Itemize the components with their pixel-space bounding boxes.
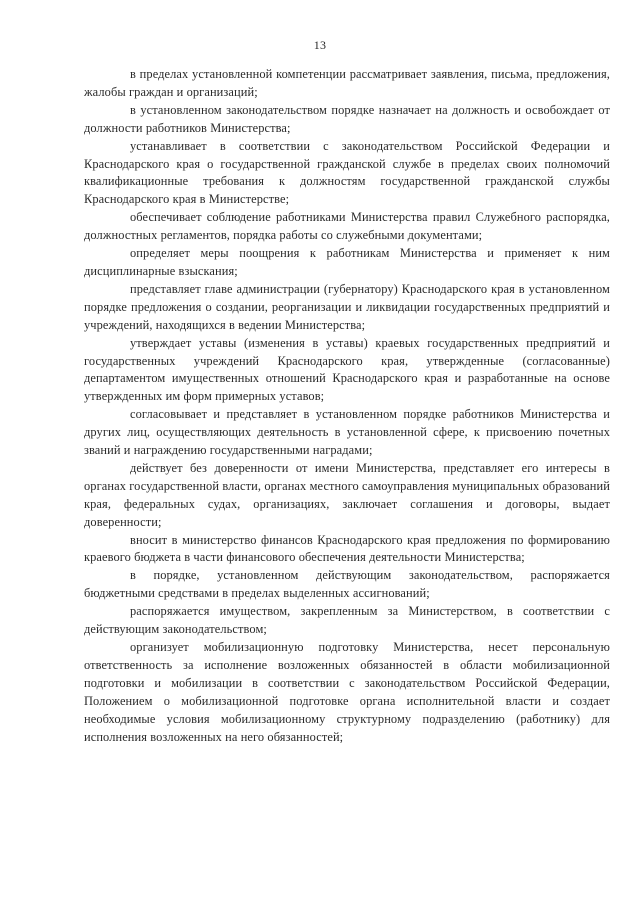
paragraph-enterprise-proposals: представляет главе администрации (губернатору) Краснодарского края в установленном порядке предложения о создании, реорганизации и ликвидации государственных предприятий и учреждений, находящихся в ведении Министерства; (84, 281, 610, 332)
paragraph-service-rules: обеспечивает соблюдение работниками Министерства правил Служебного распорядка, должностных регламентов, порядка работы со служебными документами; (84, 210, 610, 243)
paragraph-property: распоряжается имуществом, закрепленным за Министерством, в соответствии с действующим законодательством; (84, 604, 610, 637)
paragraph-appoint-employees: в установленном законодательством порядке назначает на должность и освобождает от должности работников Министерства; (84, 102, 610, 135)
paragraph-mobilization: организует мобилизационную подготовку Министерства, несет персональную ответственность за исполнение возложенных обязанностей в области мобилизационной подготовки и мобилизации в соответствии с законодательством Российской Федерации, Положением о мобилизационной подготовке органа исполнительной власти и создает необходимые условия мобилизационному структурному подразделению (работнику) для исполнения возложенных на него обязанностей; (84, 640, 610, 744)
paragraph-budget-proposals: вносит в министерство финансов Краснодарского края предложения по формированию краевого бюджета в части финансового обеспечения деятельности Министерства; (84, 532, 610, 565)
paragraph-state-awards: согласовывает и представляет в установленном порядке работников Министерства и других лиц, осуществляющих деятельность в установленной сфере, к присвоению почетных званий и награждению государственными наградами; (84, 407, 610, 458)
paragraph-incentives-penalties: определяет меры поощрения к работникам Министерства и применяет к ним дисциплинарные взыскания; (84, 246, 610, 278)
body-text (84, 66, 610, 746)
paragraph-budget-funds: в порядке, установленном действующим законодательством, распоряжается бюджетными средствами в пределах выделенных ассигнований; (84, 568, 610, 601)
paragraph-review-appeals: в пределах установленной компетенции рассматривает заявления, письма, предложения, жалобы граждан и организаций; (84, 67, 610, 99)
paragraph-represent-ministry: действует без доверенности от имени Министерства, представляет его интересы в органах государственной власти, органах местного самоуправления муниципальных образований края, федеральных судах, организациях, заключает соглашения и договоры, выдает доверенности; (84, 460, 610, 529)
paragraph-qualification-requirements: устанавливает в соответствии с законодательством Российской Федерации и Краснодарского края о государственной гражданской службе в пределах своих полномочий квалификационные требования к должностям государственной гражданской службы Краснодарского края в Министерстве; (84, 138, 610, 207)
page-number: 13 (313, 38, 327, 52)
paragraph-approve-charters: утверждает уставы (изменения в уставы) краевых государственных предприятий и государственных учреждений Краснодарского края, утвержденные (согласованные) департаментом имущественных отношений Краснодарского края и разработанные на основе утвержденных им форм примерных уставов; (84, 335, 610, 404)
